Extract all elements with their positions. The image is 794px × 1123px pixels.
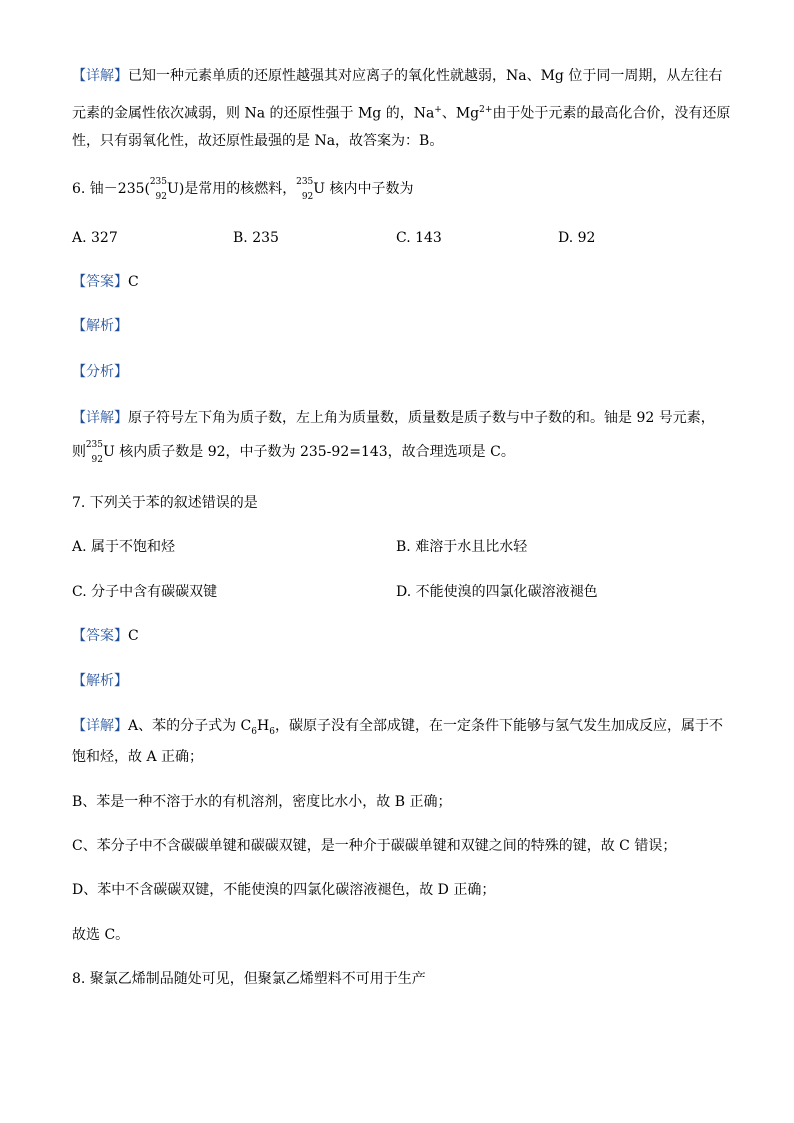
answer-tag: 【答案】 — [72, 274, 128, 290]
nuclide-symbol — [149, 177, 167, 202]
q8-stem: 8. 聚氯乙烯制品随处可见，但聚氯乙烯塑料不可用于生产 — [72, 971, 426, 987]
na-charge: + — [434, 105, 442, 115]
atomic-number: 92 — [155, 192, 167, 202]
q6-stem-c: U 核内中子数为 — [313, 181, 414, 197]
q7-analysis-tag: 【解析】 — [72, 673, 128, 689]
q6-analysis-tag: 【解析】 — [72, 318, 128, 334]
answer-value: C — [128, 274, 139, 290]
p1-text2b: 、Mg — [441, 105, 480, 122]
q7-option-c: C. 分子中含有碳碳双键 — [72, 584, 218, 600]
q7-detail-a1 — [72, 716, 723, 742]
q6-detail-line1 — [72, 408, 715, 428]
q7-answer — [72, 626, 139, 646]
q6-stem — [72, 177, 414, 202]
nuclide-symbol-3 — [85, 440, 103, 465]
atomic-number-2: 92 — [301, 192, 314, 202]
answer-tag: 【答案】 — [72, 628, 128, 644]
p1-line2 — [72, 100, 730, 124]
mg-charge: 2+ — [479, 105, 493, 115]
detail-tag: 【详解】 — [72, 410, 128, 426]
atomic-number-3: 92 — [91, 455, 103, 465]
q7-option-b: B. 难溶于水且比水轻 — [396, 539, 528, 555]
q6-stem-a: 6. 铀－235( — [72, 181, 150, 197]
q6-answer — [72, 272, 139, 292]
q6-detail-line2 — [72, 440, 515, 465]
q7-detail-d: D、苯中不含碳碳双键，不能使溴的四氯化碳溶液褪色，故 D 正确； — [72, 882, 496, 898]
p1-text1: 已知一种元素单质的还原性越强其对应离子的氧化性就越弱，Na、Mg 位于同一周期，从左往右 — [128, 68, 723, 84]
hydrogen-subscript: 6 — [269, 726, 275, 737]
p1-line3: 性，只有弱氧化性，故还原性最强的是 Na，故答案为：B。 — [72, 133, 444, 149]
q6-option-b: B. 235 — [233, 230, 279, 246]
element-symbol: U — [167, 181, 179, 197]
q7-detail-c: C、苯分子中不含碳碳单键和碳碳双键，是一种介于碳碳单键和双键之间的特殊的键，故 C 错误； — [72, 838, 677, 854]
mass-number: 235 — [149, 177, 167, 187]
q7-detail-a-text2: H — [257, 718, 270, 734]
q6-stem-b: )是常用的核燃料， — [178, 181, 297, 197]
p1-line1 — [72, 66, 722, 86]
q6-detail-text1: 原子符号左下角为质子数，左上角为质量数，质量数是质子数与中子数的和。铀是 92 号元素， — [128, 410, 715, 426]
q7-detail-a-text1: A、苯的分子式为 C — [128, 718, 252, 734]
detail-tag: 【详解】 — [72, 718, 128, 734]
mass-number-3: 235 — [85, 440, 103, 450]
q6-detail-text2b: U 核内质子数是 92，中子数为 235-92=143，故合理选项是 C。 — [103, 444, 515, 460]
q6-detail-text2a: 则 — [72, 444, 86, 460]
p1-text2c: 由于处于元素的最高化合价，没有还原 — [492, 105, 731, 122]
answer-value: C — [128, 628, 139, 644]
p1-text2a: 元素的金属性依次减弱，则 Na 的还原性强于 Mg 的，Na — [72, 105, 435, 122]
q6-option-d: D. 92 — [558, 230, 596, 246]
q6-fenxi-tag: 【分析】 — [72, 364, 128, 380]
q6-option-a: A. 327 — [72, 230, 118, 246]
q7-detail-b: B、苯是一种不溶于水的有机溶剂，密度比水小，故 B 正确； — [72, 794, 452, 810]
q6-option-c: C. 143 — [396, 230, 442, 246]
q7-detail-a2: 饱和烃，故 A 正确； — [72, 749, 204, 765]
q7-option-d: D. 不能使溴的四氯化碳溶液褪色 — [396, 584, 598, 600]
carbon-subscript: 6 — [251, 726, 258, 737]
q7-conclusion: 故选 C。 — [72, 927, 130, 943]
q7-stem: 7. 下列关于苯的叙述错误的是 — [72, 495, 258, 511]
mass-number-2: 235 — [296, 177, 314, 187]
q7-detail-a-text3: ，碳原子没有全部成键，在一定条件下能够与氢气发生加成反应，属于不 — [274, 718, 723, 734]
detail-tag: 【详解】 — [72, 68, 128, 84]
q7-option-a: A. 属于不饱和烃 — [72, 539, 176, 555]
nuclide-symbol-2 — [296, 177, 314, 202]
